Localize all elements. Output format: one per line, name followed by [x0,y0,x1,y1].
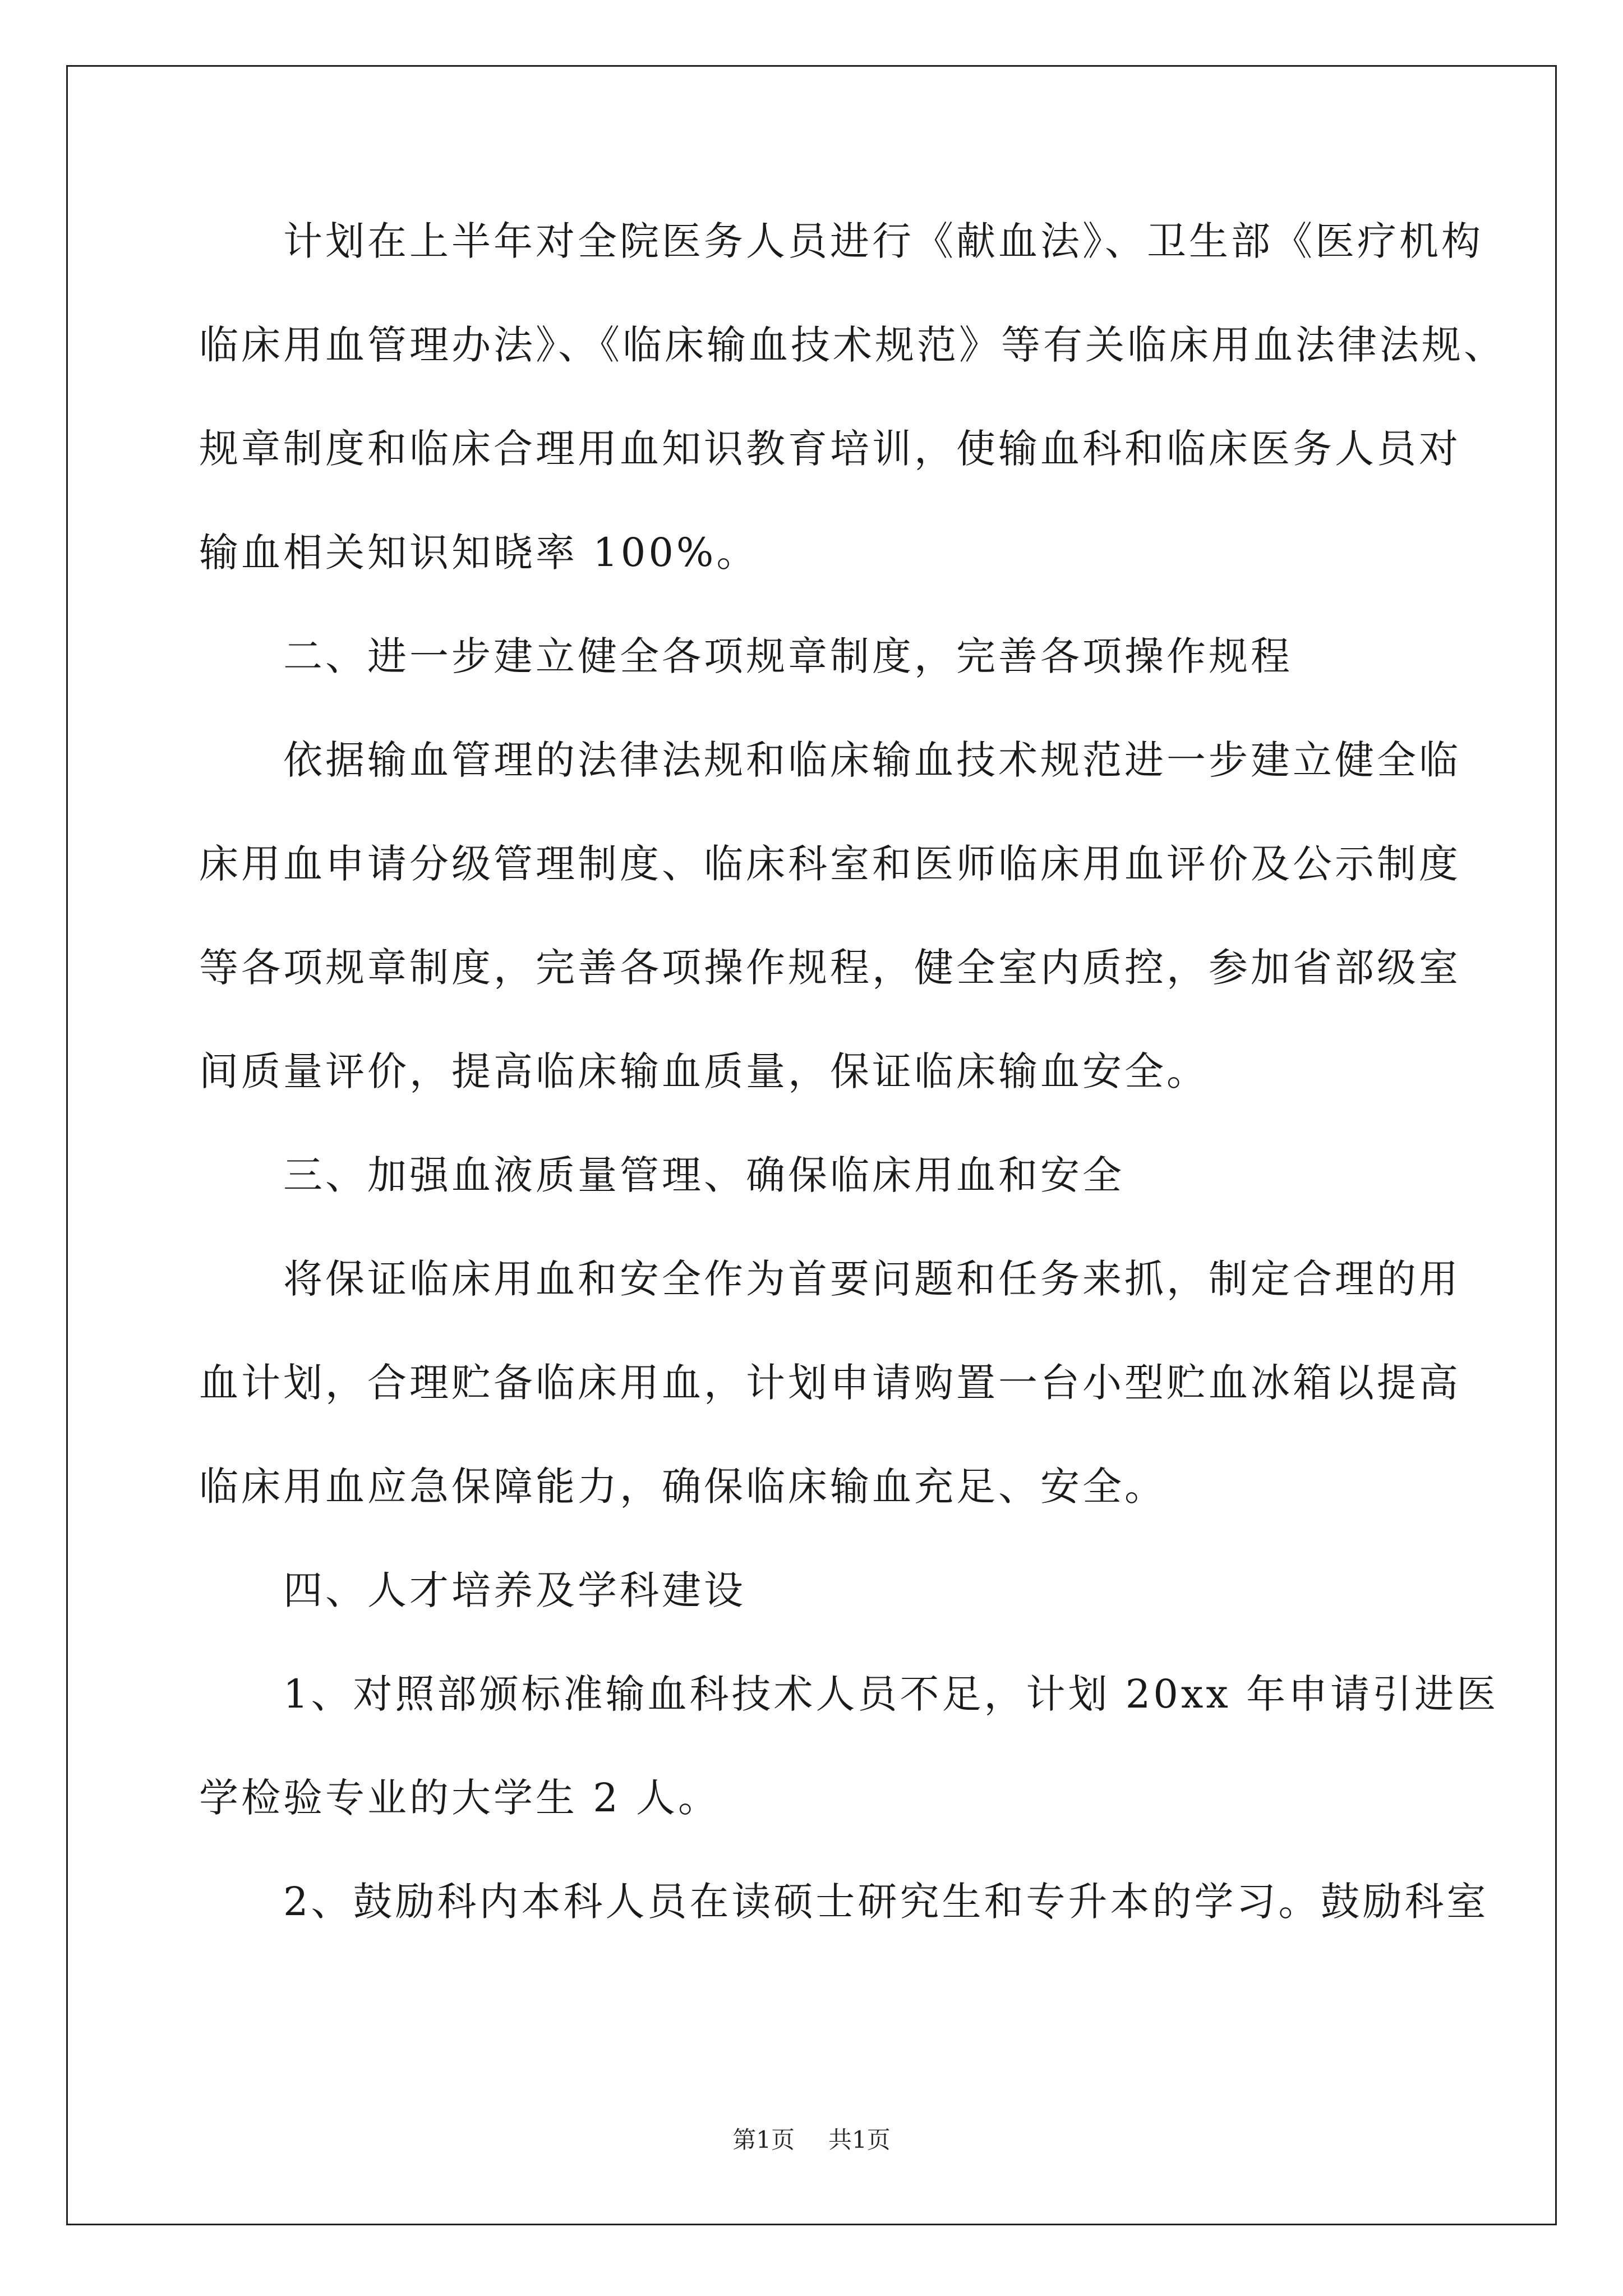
paragraph-2-line-1: 依据输血管理的法律法规和临床输血技术规范进一步建立健全临 [283,737,1461,783]
paragraph-1-line-1: 计划在上半年对全院医务人员进行《献血法》、卫生部《医疗机构 [283,218,1483,264]
section-heading-3: 三、加强血液质量管理、确保临床用血和安全 [283,1152,1124,1198]
list-item-2-line-1: 2、鼓励科内本科人员在读硕士研究生和专升本的学习。鼓励科室 [283,1879,1489,1925]
page-footer [0,2123,1623,2157]
paragraph-2-line-2: 床用血申请分级管理制度、临床科室和医师临床用血评价及公示制度 [199,841,1461,887]
section-heading-4: 四、人才培养及学科建设 [283,1567,746,1613]
paragraph-2-line-3: 等各项规章制度，完善各项操作规程，健全室内质控，参加省部级室 [199,945,1461,991]
section-heading-2: 二、进一步建立健全各项规章制度，完善各项操作规程 [283,633,1293,679]
paragraph-2-line-4: 间质量评价，提高临床输血质量，保证临床输血安全。 [199,1048,1209,1094]
list-item-1-line-1: 1、对照部颁标准输血科技术人员不足，计划 20xx 年申请引进医 [283,1671,1499,1717]
list-item-1-line-2: 学检验专业的大学生 2 人。 [199,1775,721,1821]
paragraph-3-line-3: 临床用血应急保障能力，确保临床输血充足、安全。 [199,1464,1166,1510]
paragraph-3-line-1: 将保证临床用血和安全作为首要问题和任务来抓，制定合理的用 [283,1256,1461,1302]
paragraph-3-line-2: 血计划，合理贮备临床用血，计划申请购置一台小型贮血冰箱以提高 [199,1360,1461,1406]
paragraph-1-line-3: 规章制度和临床合理用血知识教育培训，使输血科和临床医务人员对 [199,426,1461,472]
paragraph-1-line-4: 输血相关知识知晓率 100%。 [199,530,759,576]
paragraph-1-line-2: 临床用血管理办法》、《临床输血技术规范》等有关临床用血法律法规、 [199,322,1506,368]
page-number: 第1页 [732,2126,795,2154]
page-total: 共1页 [828,2126,891,2154]
